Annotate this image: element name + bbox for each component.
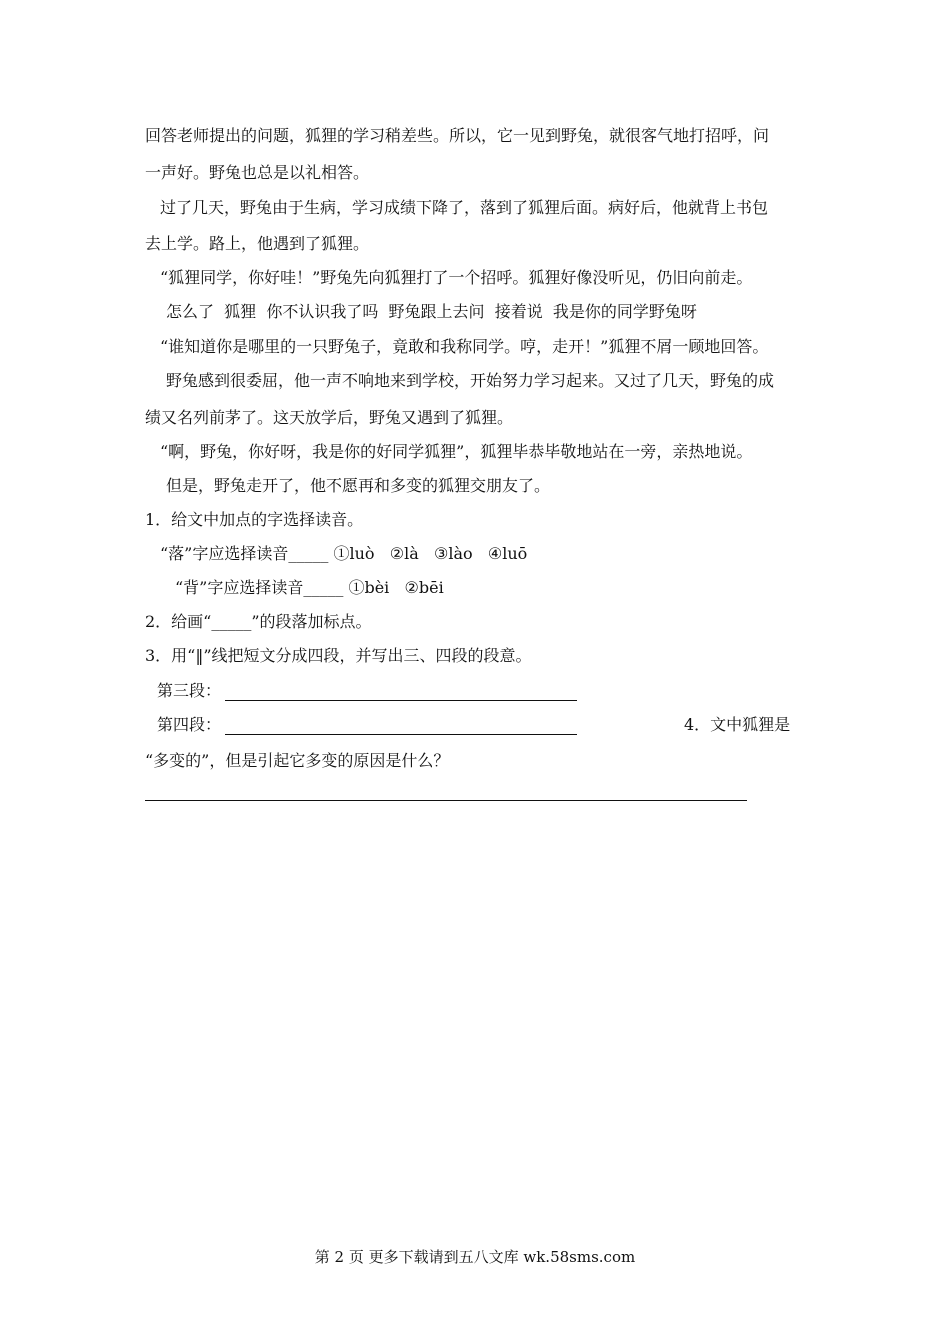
question-4-start: 4．文中狐狸是 xyxy=(684,715,791,734)
paragraph-4-answer-blank[interactable] xyxy=(225,718,577,735)
question-1-item-luo: “落”字应选择读音_____ ①luò ②là ③lào ④luō xyxy=(160,544,528,563)
question-2: 2．给画“_____”的段落加标点。 xyxy=(145,612,372,631)
passage-line-5: “狐狸同学，你好哇！”野兔先向狐狸打了一个招呼。狐狸好像没听见，仍旧向前走。 xyxy=(160,268,753,287)
passage-line-11: 但是，野兔走开了，他不愿再和多变的狐狸交朋友了。 xyxy=(166,476,551,495)
paragraph-3-label: 第三段： xyxy=(157,681,222,700)
question-4-continuation: “多变的”，但是引起它多变的原因是什么？ xyxy=(145,751,450,770)
passage-line-2: 一声好。野兔也总是以礼相答。 xyxy=(145,163,370,182)
passage-line-6-unpunctuated: 怎么了 狐狸 你不认识我了吗 野兔跟上去问 接着说 我是你的同学野兔呀 xyxy=(166,302,697,321)
paragraph-4-label: 第四段： xyxy=(157,715,222,734)
passage-line-4: 去上学。路上，他遇到了狐狸。 xyxy=(145,234,370,253)
passage-line-8: 野兔感到很委屈，他一声不响地来到学校，开始努力学习起来。又过了几天，野兔的成 xyxy=(166,371,775,390)
passage-line-7: “谁知道你是哪里的一只野兔子，竟敢和我称同学。哼，走开！”狐狸不屑一顾地回答。 xyxy=(160,337,769,356)
question-1: 1．给文中加点的字选择读音。 xyxy=(145,510,364,529)
question-1-item-bei: “背”字应选择读音_____ ①bèi ②bēi xyxy=(175,578,444,597)
paragraph-3-answer-row xyxy=(157,681,577,701)
paragraph-3-answer-blank[interactable] xyxy=(225,684,577,701)
question-3: 3．用“‖”线把短文分成四段，并写出三、四段的段意。 xyxy=(145,646,532,665)
passage-line-10: “啊，野兔，你好呀，我是你的好同学狐狸”，狐狸毕恭毕敬地站在一旁，亲热地说。 xyxy=(160,442,753,461)
question-4-answer-line[interactable] xyxy=(145,800,747,801)
page-footer: 第 2 页 更多下载请到五八文库 wk.58sms.com xyxy=(314,1248,636,1266)
paragraph-4-answer-row xyxy=(157,715,577,735)
passage-line-3: 过了几天，野兔由于生病，学习成绩下降了，落到了狐狸后面。病好后，他就背上书包 xyxy=(160,198,769,217)
passage-line-9: 绩又名列前茅了。这天放学后，野兔又遇到了狐狸。 xyxy=(145,408,514,427)
passage-line-1: 回答老师提出的问题，狐狸的学习稍差些。所以，它一见到野兔，就很客气地打招呼，问 xyxy=(145,126,770,145)
